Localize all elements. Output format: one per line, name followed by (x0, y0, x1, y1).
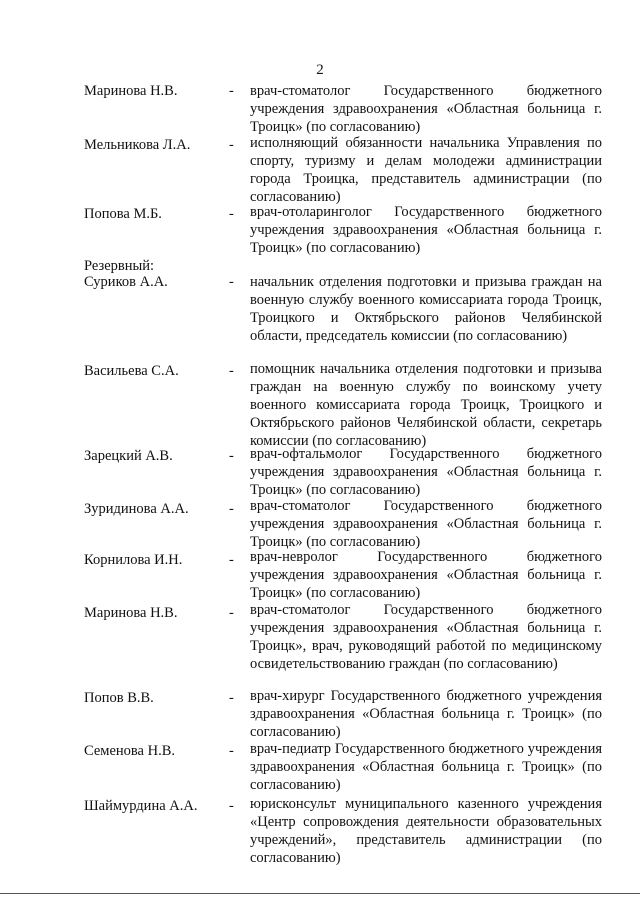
dash-separator: - (229, 605, 234, 621)
dash-separator: - (229, 363, 234, 379)
member-description: начальник отделения подготовки и призыва граждан на военную службу военного комиссариата города Троицк, Троицкого и Октябрьского районов Челябинской области, председатель комиссии (по согласованию) (250, 274, 602, 344)
member-description: врач-хирург Государственного бюджетного учреждения здравоохранения «Областная больница г. Троицк» (по согласованию) (250, 688, 602, 740)
member-name: Маринова Н.В. (84, 83, 178, 99)
member-name: Корнилова И.Н. (84, 552, 183, 568)
member-description: помощник начальника отделения подготовки и призыва граждан на военную службу по воинскому учету военного комиссариата города Троицк, Троицкого и Октябрьского районов Челябинской области, секретарь комиссии (по согласованию) (250, 361, 602, 449)
member-description: врач-стоматолог Государственного бюджетного учреждения здравоохранения «Областная больница г. Троицк» (по согласованию) (250, 83, 602, 135)
member-description: врач-стоматолог Государственного бюджетного учреждения здравоохранения «Областная больница г. Троицк», врач, руководящий работой по медицинскому освидетельствованию граждан (по согласованию) (250, 602, 602, 672)
member-name: Зарецкий А.В. (84, 448, 173, 464)
member-name: Маринова Н.В. (84, 605, 178, 621)
member-description: врач-педиатр Государственного бюджетного учреждения здравоохранения «Областная больница г. Троицк» (по согласованию) (250, 741, 602, 793)
member-name: Шаймурдина А.А. (84, 798, 198, 814)
member-description: врач-отоларинголог Государственного бюджетного учреждения здравоохранения «Областная больница г. Троицк» (по согласованию) (250, 204, 602, 256)
member-name: Попов В.В. (84, 690, 154, 706)
dash-separator: - (229, 743, 234, 759)
reserve-heading: Резервный: (84, 258, 155, 274)
member-name: Зуридинова А.А. (84, 501, 189, 517)
member-description: врач-стоматолог Государственного бюджетного учреждения здравоохранения «Областная больница г. Троицк» (по согласованию) (250, 498, 602, 550)
member-name: Суриков А.А. (84, 274, 168, 290)
dash-separator: - (229, 206, 234, 222)
dash-separator: - (229, 690, 234, 706)
member-name: Васильева С.А. (84, 363, 179, 379)
page-edge-line (0, 893, 640, 894)
dash-separator: - (229, 501, 234, 517)
dash-separator: - (229, 798, 234, 814)
dash-separator: - (229, 83, 234, 99)
member-description: исполняющий обязанности начальника Управления по спорту, туризму и делам молодежи администрации города Троицка, представитель администрации (по согласованию) (250, 135, 602, 205)
page-number: 2 (316, 62, 324, 78)
member-name: Семенова Н.В. (84, 743, 176, 759)
dash-separator: - (229, 448, 234, 464)
member-name: Попова М.Б. (84, 206, 162, 222)
dash-separator: - (229, 552, 234, 568)
member-description: врач-невролог Государственного бюджетного учреждения здравоохранения «Областная больница г. Троицк» (по согласованию) (250, 549, 602, 601)
member-name: Мельникова Л.А. (84, 137, 191, 153)
dash-separator: - (229, 137, 234, 153)
dash-separator: - (229, 274, 234, 290)
member-description: врач-офтальмолог Государственного бюджетного учреждения здравоохранения «Областная больница г. Троицк» (по согласованию) (250, 446, 602, 498)
member-description: юрисконсульт муниципального казенного учреждения «Центр сопровождения деятельности образовательных учреждений», представитель администрации (по согласованию) (250, 796, 602, 866)
